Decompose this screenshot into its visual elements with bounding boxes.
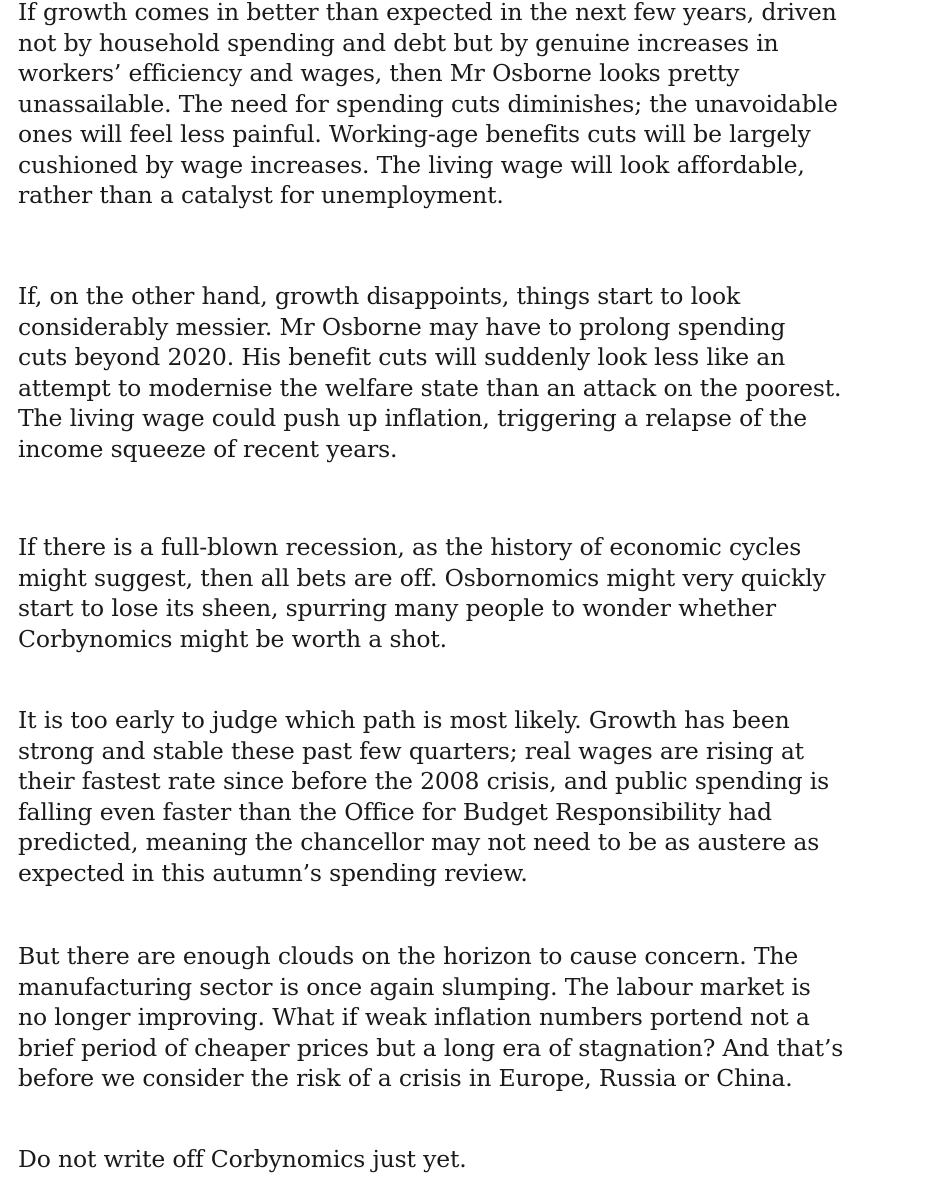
paragraph-closing [18,1144,923,1175]
text-line: brief period of cheaper prices but a long era of stagnation? And that’s [18,1033,844,1062]
text-line: It is too early to judge which path is most likely. Growth has been [18,706,790,734]
text-line: Corbynomics might be worth a shot. [18,624,447,653]
paragraph-growth-better [18,0,923,211]
text-line: predicted, meaning the chancellor may not need to be as austere as [18,828,820,856]
text-line: cuts beyond 2020. His benefit cuts will suddenly look less like an [18,343,786,371]
text-line: their fastest rate since before the 2008 crisis, and public spending is [18,767,830,795]
text-line: expected in this autumn’s spending review. [18,858,528,887]
text-line: attempt to modernise the welfare state than an attack on the poorest. [18,373,842,402]
text-line: not by household spending and debt but by genuine increases in [18,28,779,57]
text-line: no longer improving. What if weak inflation numbers portend not a [18,1003,810,1031]
text-line: start to lose its sheen, spurring many people to wonder whether [18,594,777,622]
paragraph-growth-disappoints [18,281,923,464]
text-line: income squeeze of recent years. [18,434,398,463]
text-line: considerably messier. Mr Osborne may have to prolong spending [18,312,786,341]
paragraph-too-early [18,705,923,888]
text-line: If, on the other hand, growth disappoints, things start to look [18,282,741,310]
text-line: falling even faster than the Office for Budget Responsibility had [18,797,772,826]
text-line: If growth comes in better than expected in the next few years, driven [18,0,837,26]
text-line: before we consider the risk of a crisis in Europe, Russia or China. [18,1064,793,1092]
text-line: ones will feel less painful. Working-age benefits cuts will be largely [18,120,811,148]
text-line: manufacturing sector is once again slumping. The labour market is [18,972,811,1001]
text-line: But there are enough clouds on the horizon to cause concern. The [18,942,799,970]
paragraph-clouds [18,941,923,1094]
text-line: Do not write off Corbynomics just yet. [18,1145,467,1173]
text-line: rather than a catalyst for unemployment. [18,181,504,209]
text-line: unassailable. The need for spending cuts diminishes; the unavoidable [18,89,838,118]
paragraph-recession [18,532,923,654]
text-line: workers’ efficiency and wages, then Mr Osborne looks pretty [18,59,740,87]
text-line: The living wage could push up inflation, triggering a relapse of the [18,404,808,432]
text-line: cushioned by wage increases. The living wage will look affordable, [18,150,805,179]
text-line: strong and stable these past few quarters; real wages are rising at [18,736,804,765]
text-line: might suggest, then all bets are off. Osbornomics might very quickly [18,563,826,592]
text-line: If there is a full-blown recession, as the history of economic cycles [18,533,802,561]
